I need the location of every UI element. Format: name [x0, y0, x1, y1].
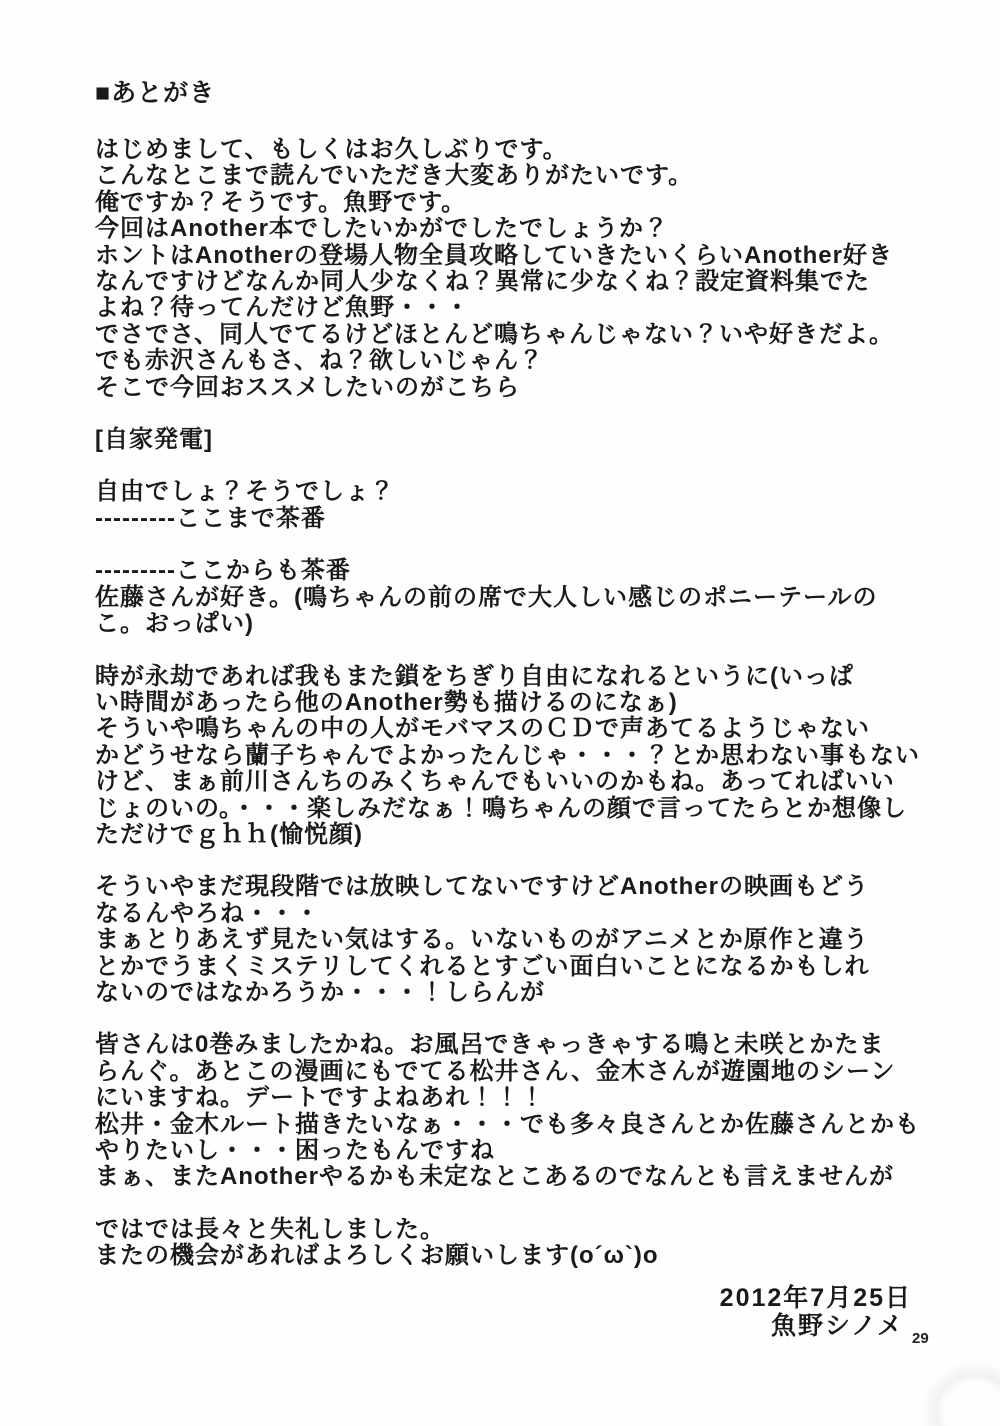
text-line: ではでは長々と失礼しました。	[95, 1215, 445, 1243]
text-line: そこで今回おススメしたいのがこちら	[95, 373, 520, 401]
text-line: はじめまして、もしくはお久しぶりです。	[95, 136, 568, 163]
paragraph-farce-end	[95, 479, 915, 532]
page-number: 29	[912, 1330, 929, 1347]
text-line: にいますね。デートですよねあれ！！！	[95, 1084, 545, 1112]
afterword-content	[95, 79, 920, 1270]
text-line: まぁとりあえず見たい気はする。いないものがアニメとか原作と違う	[95, 926, 869, 954]
text-line: じょのいの。・・・楽しみだなぁ！鳴ちゃんの顔で言ってたらとか想像し	[95, 794, 908, 822]
text-line: こ。おっぱい)	[95, 610, 254, 638]
text-line: とかでうまくミステリしてくれるとすごい面白いことになるかもしれ	[95, 952, 870, 980]
publication-date: 2012年7月25日	[719, 1284, 912, 1312]
text-line: よね？待ってんだけど魚野・・・	[95, 294, 470, 322]
paragraph-volume-zero	[95, 1031, 920, 1191]
text-line: そういや鳴ちゃんの中の人がモバマスのＣＤで声あてるようじゃない	[95, 715, 870, 743]
author-name: 魚野シノメ	[770, 1312, 904, 1340]
text-line: 自由でしょ？そうでしょ？	[95, 478, 395, 506]
text-line: 皆さんは0巻みましたかね。お風呂できゃっきゃする鳴と未咲とかたま	[95, 1031, 885, 1059]
text-line: 今回はAnother本でしたいかがでしたでしょうか？	[95, 215, 669, 243]
text-line: なんですけどなんか同人少なくね？異常に少なくね？設定資料集でた	[95, 268, 870, 296]
text-line: かどうせなら蘭子ちゃんでよかったんじゃ・・・？とか思わない事もない	[95, 741, 920, 769]
text-line: ---------ここまで茶番	[95, 504, 326, 532]
text-line: 俺ですか？そうです。魚野です。	[95, 188, 467, 216]
text-line: ただけでｇｈｈ(愉悦顔)	[95, 820, 363, 848]
colophon	[720, 1284, 912, 1340]
paragraph-closing	[95, 1217, 915, 1270]
paragraph-bracket-title	[95, 427, 915, 453]
text-line: なるんやろね・・・	[95, 899, 320, 927]
text-line: 佐藤さんが好き。(鳴ちゃんの前の席で大人しい感じのポニーテールの	[95, 583, 878, 611]
text-line: でも赤沢さんもさ、ね？欲しいじゃん？	[95, 347, 545, 375]
text-line: ホントはAnotherの登場人物全員攻略していきたいくらいAnother好き	[95, 241, 893, 269]
text-line: ないのではなかろうか・・・！しらんが	[95, 978, 545, 1006]
paragraph-intro	[95, 137, 915, 401]
paragraph-farce-continue	[95, 558, 915, 637]
page-title: ■あとがき	[95, 79, 216, 107]
paragraph-musings	[95, 662, 920, 849]
text-line: またの機会があればよろしくお願いします(o´ω`)o	[95, 1242, 659, 1270]
text-line: 時が永劫であれば我もまた鎖をちぎり自由になれるというに(いっぱ	[95, 662, 854, 690]
scan-smudge	[920, 1361, 1000, 1426]
text-line: ---------ここからも茶番	[95, 557, 351, 585]
text-line: やりたいし・・・困ったもんですね	[95, 1137, 495, 1164]
text-line: [自家発電]	[95, 426, 213, 454]
text-line: そういやまだ現段階では放映してないですけどAnotherの映画もどう	[95, 873, 869, 901]
text-line: まぁ、またAnotherやるかも未定なとこあるのでなんとも言えませんが	[95, 1163, 894, 1191]
text-line: い時間があったら他のAnother勢も描けるのになぁ)	[95, 688, 678, 716]
text-line: 松井・金木ルート描きたいなぁ・・・でも多々良さんとか佐藤さんとかも	[95, 1110, 920, 1138]
text-line: でさでさ、同人でてるけどほとんど鳴ちゃんじゃない？いや好きだよ。	[95, 320, 895, 348]
paragraph-movie	[95, 874, 915, 1006]
text-line: らんぐ。あとこの漫画にもでてる松井さん、金木さんが遊園地のシーン	[95, 1057, 896, 1085]
text-line: けど、まぁ前川さんちのみくちゃんでもいいのかもね。あってればいい	[95, 768, 895, 796]
text-line: こんなとこまで読んでいただき大変ありがたいです。	[95, 162, 694, 190]
